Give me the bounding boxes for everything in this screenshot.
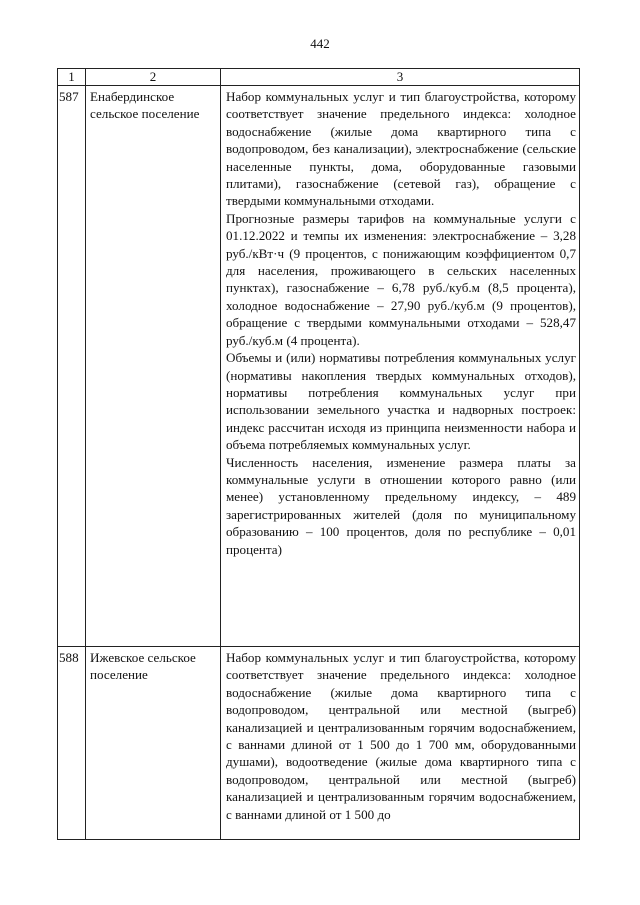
- header-col-2: 2: [86, 69, 221, 86]
- settlement-description: [221, 86, 580, 647]
- description-paragraph: Прогнозные размеры тарифов на коммунальные услуги с 01.12.2022 и темпы их изменения: электроснабжение – 3,28 руб./кВт·ч (9 процентов, с понижающим коэффициентом 0,7 для населения, проживающего в сельских населенных пунктах), газоснабжение – 6,78 руб./куб.м (8,5 процента), холодное водоснабжение – 27,90 руб./куб.м (9 процентов), обращение с твердыми коммунальными отходами – 528,47 руб./куб.м (4 процента).: [226, 210, 576, 348]
- description-paragraph: Объемы и (или) нормативы потребления коммунальных услуг (нормативы накопления твердых коммунальных отходов), нормативы потребления коммунальных услуг при использовании земельного участка и надворных построек: индекс рассчитан исходя из принципа неизменности набора и объема потребляемых коммунальных услуг.: [226, 350, 576, 453]
- header-col-3: 3: [221, 69, 580, 86]
- page-number: 442: [310, 36, 330, 51]
- settlement-name: Енабердинское сельское поселение: [86, 86, 221, 647]
- settlement-name: Ижевское сельское поселение: [86, 647, 221, 840]
- tariff-table: [57, 68, 580, 840]
- table-row: [58, 647, 580, 840]
- description-paragraph: Численность населения, изменение размера платы за коммунальные услуги в отношении которого равно (или менее) установленному предельному индексу, – 489 зарегистрированных жителей (доля по муниципальному образованию – 100 процентов, доля по республике – 0,01 процента): [226, 454, 576, 557]
- row-number: 588: [58, 647, 86, 840]
- settlement-description: [221, 647, 580, 840]
- table-header-row: [58, 69, 580, 86]
- row-number: 587: [58, 86, 86, 647]
- header-col-1: 1: [58, 69, 86, 86]
- description-paragraph: Набор коммунальных услуг и тип благоустройства, которому соответствует значение предельного индекса: холодное водоснабжение (жилые дома квартирного типа с водопроводом, без канализации), электроснабжение (сельские населенные пункты, дома, оборудованные газовыми плитами), газоснабжение (сетевой газ), обращение с твердыми коммунальными отходами.: [226, 89, 576, 209]
- table-row: [58, 86, 580, 647]
- description-paragraph: Набор коммунальных услуг и тип благоустройства, которому соответствует значение предельного индекса: холодное водоснабжение (жилые дома квартирного типа с водопроводом, центральной или местной (выгреб) канализацией и централизованным горячим водоснабжением, с ваннами длиной от 1 500 до 1 700 мм, оборудованными душами), водоотведение (жилые дома квартирного типа с водопроводом, центральной или местной (выгреб) канализацией и централизованным горячим водоснабжением, с ваннами длиной от 1 500 до: [226, 650, 576, 822]
